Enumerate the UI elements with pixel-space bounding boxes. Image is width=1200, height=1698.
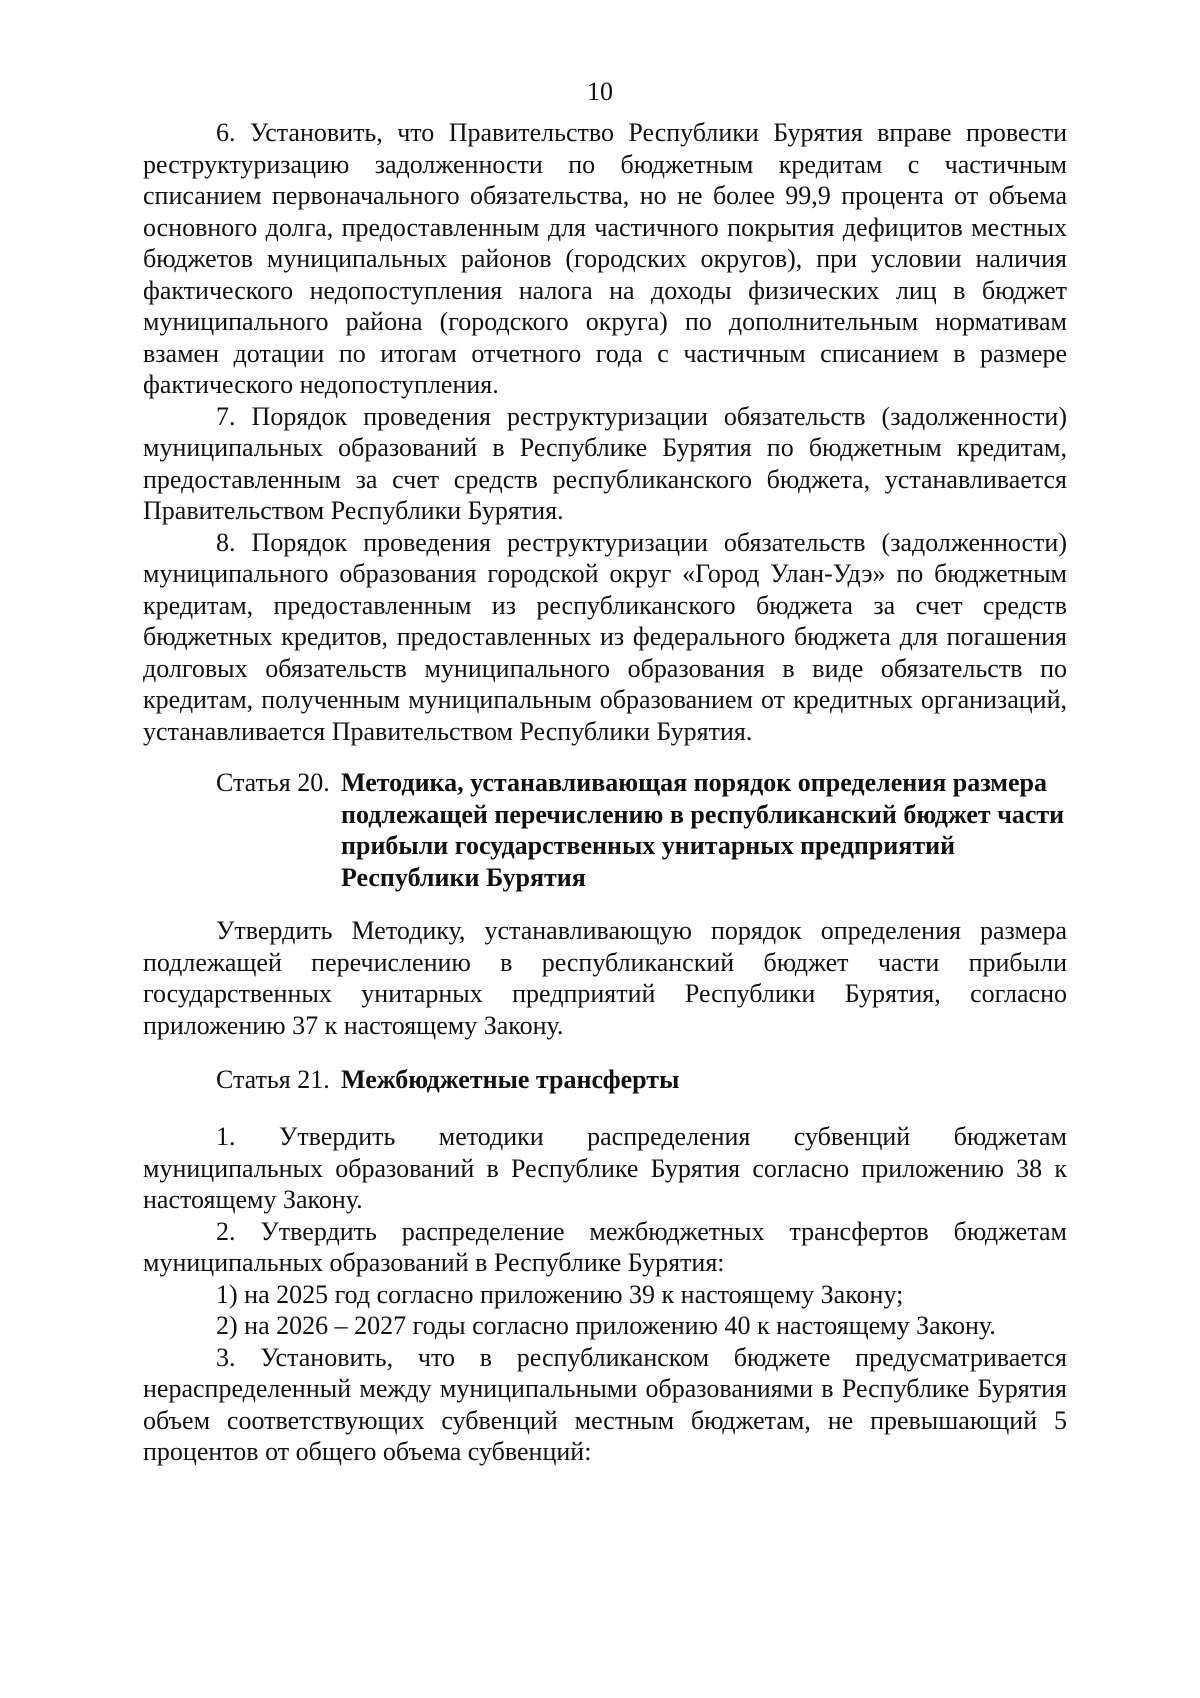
paragraph-7: 7. Порядок проведения реструктуризации обязательств (задолженности) муниципальных образований в Республике Бурятия по бюджетным кредитам, предоставленным за счет средств республиканского бюджета, устанавливается Правительством Республики Бурятия. bbox=[143, 401, 1067, 525]
article-21-title: Межбюджетные трансферты bbox=[341, 1065, 680, 1094]
paragraph-8: 8. Порядок проведения реструктуризации обязательств (задолженности) муниципального образования городской округ «Город Улан-Удэ» по бюджетным кредитам, предоставленным из республиканского бюджета за счет средств бюджетных кредитов, предоставленных из федерального бюджета для погашения долговых обязательств муниципального образования в виде обязательств по кредитам, полученным муниципальным образованием от кредитных организаций, устанавливается Правительством Республики Бурятия. bbox=[143, 527, 1067, 746]
article-21-label: Статья 21. bbox=[216, 1065, 330, 1094]
article-20-heading bbox=[216, 767, 1076, 893]
article-20-label: Статья 20. bbox=[216, 768, 330, 797]
article-21-heading bbox=[216, 1064, 1076, 1096]
article-21-body bbox=[143, 1121, 1067, 1468]
article-21-item-1: 1) на 2025 год согласно приложению 39 к настоящему Закону; bbox=[216, 1279, 904, 1309]
page-number: 10 bbox=[587, 77, 613, 106]
article-21-paragraph-1: 1. Утвердить методики распределения субвенций бюджетам муниципальных образований в Республике Бурятия согласно приложению 38 к настоящему Закону. bbox=[143, 1122, 1067, 1214]
article-20-paragraph: Утвердить Методику, устанавливающую порядок определения размера подлежащей перечислению в республиканский бюджет части прибыли государственных унитарных предприятий Республики Бурятия, согласно приложению 37 к настоящему Закону. bbox=[143, 916, 1067, 1040]
article-21-paragraph-2: 2. Утвердить распределение межбюджетных трансфертов бюджетам муниципальных образований в Республике Бурятия: bbox=[143, 1216, 1067, 1277]
section-restructuring bbox=[143, 117, 1067, 747]
article-21-paragraph-3: 3. Установить, что в республиканском бюджете предусматривается нераспределенный между муниципальными образованиями в Республике Бурятия объем соответствующих субвенций местным бюджетам, не превышающий 5 процентов от общего объема субвенций: bbox=[143, 1342, 1067, 1466]
article-20-body bbox=[143, 915, 1067, 1041]
article-20-title: Методика, устанавливающая порядок определения размера подлежащей перечислению в республиканский бюджет части прибыли государственных унитарных предприятий Республики Бурятия bbox=[341, 768, 1065, 892]
article-21-item-2: 2) на 2026 – 2027 годы согласно приложению 40 к настоящему Закону. bbox=[216, 1311, 996, 1340]
paragraph-6: 6. Установить, что Правительство Республики Бурятия вправе провести реструктуризацию задолженности по бюджетным кредитам с частичным списанием первоначального обязательства, но не более 99,9 процента от объема основного долга, предоставленным для частичного покрытия дефицитов местных бюджетов муниципальных районов (городских округов), при условии наличия фактического недопоступления налога на доходы физических лиц в бюджет муниципального района (городского округа) по дополнительным нормативам взамен дотации по итогам отчетного года с частичным списанием в размере фактического недопоступления. bbox=[143, 118, 1067, 399]
